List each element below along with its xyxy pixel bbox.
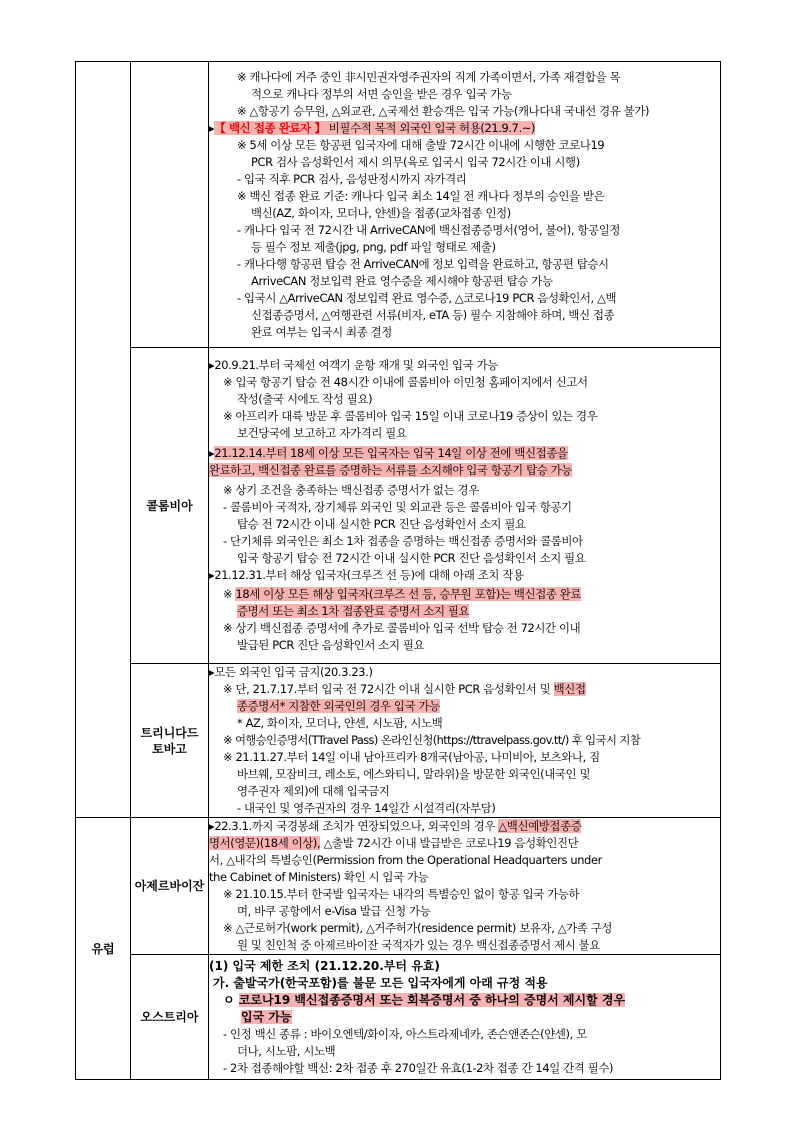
highlighted-text: 종증명서* 지참한 외국인의 경우 입국 가능 (237, 699, 440, 713)
sub-line: - 입국시 △ArriveCAN 정보입력 완료 영수증, △코로나19 PCR 음성확인서, △백 (237, 290, 617, 305)
note-line (209, 603, 720, 620)
content-cell-trinidad-tobago (209, 664, 721, 818)
sub-line: - 입국 직후 PCR 검사, 음성판정시까지 자가격리 (237, 171, 467, 186)
country-cell-trinidad-tobago: 트리니다드 토바고 (131, 664, 209, 818)
sub-line: - 2차 접종해야할 백신: 2차 접종 후 270일간 유효(1-2차 접종 간 14일 간격 필수) (223, 1060, 614, 1075)
content-cell-azerbaijan (209, 818, 721, 955)
bullet-line: the Cabinet of Ministers) 확인 시 입국 가능 (209, 870, 429, 884)
sub-line: - 콜롬비아 국적자, 장기체류 외국인 및 외교관 등은 콜롬비아 입국 항공기 (223, 500, 572, 514)
note-line: ※ △근로허가(work permit), △거주허가(residence permit) 보유자, △가족 구성 (223, 921, 613, 935)
sub-line: - 캐나다 입국 전 72시간 내 ArriveCAN에 백신접종증명서(영어, 불어), 항공일정 (237, 222, 621, 237)
bullet-line: ▸21.12.14.부터 18세 이상 모든 입국자는 입국 14일 이상 전에 백신접종을 (209, 446, 568, 460)
bullet-line: ▸22.3.1.까지 국경봉쇄 조치가 연장되었으나, 외국인의 경우 △백신예방접종증 (209, 819, 582, 833)
section-heading: (1) 입국 제한 조치 (21.12.20.부터 유효) (209, 958, 440, 973)
sub-line: 완료 여부는 입국시 최종 결정 (251, 324, 392, 339)
table-row-austria (76, 955, 721, 1080)
content-cell-austria (209, 955, 721, 1080)
vaccinated-tag: 【 백신 접종 완료자 】 (214, 120, 326, 135)
note-line: ※ 18세 이상 모든 해상 입국자(크루즈 선 등, 승무원 포함)는 백신접종 완료 (223, 587, 582, 601)
sub-line: 탑승 전 72시간 이내 실시한 PCR 진단 음성확인서 소지 필요 (237, 517, 526, 531)
highlighted-text: 18세 이상 모든 해상 입국자(크루즈 선 등, 승무원 포함)는 백신접종 완료 (235, 587, 582, 601)
bullet-line (209, 462, 720, 479)
sub-line: 입국 항공기 탑승 전 72시간 이내 실시한 PCR 진단 음성확인서 소지 필요 (237, 551, 586, 565)
region-cell-americas (76, 62, 131, 818)
note-line: ※ 여행승인증명서(TTravel Pass) 온라인신청(https://ttravelpass.gov.tt/) 후 입국시 지참 (223, 733, 641, 747)
bullet-text: 비필수적 목적 외국인 입국 허용(21.9.7.~) (328, 120, 536, 135)
highlighted-text: 21.12.14.부터 18세 이상 모든 입국자는 입국 14일 이상 전에 백신접종을 (214, 446, 568, 460)
bullet-line: 서, △내각의 특별승인(Permission from the Operational Headquarters under (209, 853, 602, 867)
sub-line: - 단기체류 외국인은 최소 1차 접종을 증명하는 백신접종 증명서와 콜롬비아 (223, 534, 583, 548)
highlighted-heading: ㅇ 코로나19 백신접종증명서 또는 회복증명서 중 하나의 증명서 제시할 경우 (223, 992, 626, 1007)
highlighted-heading: 입국 가능 (241, 1009, 292, 1024)
country-cell-colombia: 콜롬비아 (131, 348, 209, 664)
bullet-marker: ▸ (209, 120, 215, 135)
bullet-line: 명서(영문)(18세 이상), △출발 72시간 이내 발급받은 코로나19 음성확인진단 (209, 836, 579, 850)
country-cell-canada (131, 62, 209, 348)
note-line: 백신(AZ, 화이자, 모더나, 얀센)을 접종(교차접종 인정) (251, 205, 511, 220)
note-line: ※ 상기 조건을 충족하는 백신접종 증명서가 없는 경우 (223, 483, 479, 497)
country-cell-austria: 오스트리아 (131, 955, 209, 1080)
note-line: 보건당국에 보고하고 자가격리 필요 (237, 426, 407, 440)
bullet-line: ▸모든 외국인 입국 금지(20.3.23.) (209, 665, 373, 679)
note-line (209, 698, 720, 715)
note-line: ※ 단, 21.7.17.부터 입국 전 72시간 이내 실시한 PCR 음성확인서 및 백신접 (223, 682, 586, 696)
highlighted-text: 완료하고, 백신접종 완료를 증명하는 서류를 소지해야 입국 항공기 탑승 가능 (209, 463, 572, 477)
sub-line: 신접종증명서, △여행관련 서류(비자, eTA 등) 필수 지참해야 하며, 백신 접종 (251, 307, 615, 322)
note-line: ※ 입국 항공기 탑승 전 48시간 이내에 콜롬비아 이민청 홈페이지에서 신고서 (223, 375, 588, 389)
note-line: ※ △항공기 승무원, △외교관, △국제선 환승객은 입국 가능(캐나다내 국내선 경유 불가) (237, 103, 650, 118)
note-line: ※ 백신 접종 완료 기준: 캐나다 입국 최소 14일 전 캐나다 정부의 승인을 받은 (237, 188, 605, 203)
table-row-canada (76, 62, 721, 348)
highlighted-text: 증명서 또는 최소 1차 접종완료 증명서 소지 필요 (237, 604, 470, 618)
note-line: 적으로 캐나다 정부의 서면 승인을 받은 경우 입국 가능 (251, 86, 512, 101)
note-line: 며, 바쿠 공항에서 e-Visa 발급 신청 가능 (237, 904, 431, 918)
entry-restrictions-table (75, 61, 721, 1080)
note-line: ※ 21.10.15.부터 한국발 입국자는 내각의 특별승인 없이 항공 입국 가능하 (223, 887, 580, 901)
note-line: ※ 상기 백신접종 증명서에 추가로 콜롬비아 입국 선박 탑승 전 72시간 이내 (223, 621, 581, 635)
highlighted-text: 명서(영문)(18세 이상), (209, 836, 321, 850)
sub-line: - 캐나다행 항공편 탑승 전 ArriveCAN에 정보 입력을 완료하고, 항공편 탑승시 (237, 256, 609, 271)
region-cell-europe: 유럽 (76, 818, 131, 1080)
bullet-line: ▸21.12.31.부터 해상 입국자(크루즈 선 등)에 대해 아래 조치 작용 (209, 568, 524, 582)
highlighted-text: 백신접 (553, 682, 586, 696)
sub-line: 등 필수 정보 제출(jpg, png, pdf 파일 형태로 제출) (251, 239, 496, 254)
bullet-line: ▸20.9.21.부터 국제선 여객기 운항 재개 및 외국인 입국 가능 (209, 358, 498, 372)
note-line: 바브웨, 모잠비크, 레소토, 에스와티니, 말라위)을 방문한 외국인(내국인 및 (237, 767, 591, 781)
country-cell-azerbaijan: 아제르바이잔 (131, 818, 209, 955)
note-line: ※ 캐나다에 거주 중인 非시민권자영주권자의 직계 가족이면서, 가족 재결합을 목 (237, 69, 621, 84)
sub-line: 더나, 시노팜, 시노백 (237, 1043, 336, 1058)
bullet-line (209, 120, 720, 137)
note-line: ※ 21.11.27.부터 14일 이내 남아프리카 8개국(남아공, 나미비아, 보츠와나, 짐 (223, 750, 600, 764)
footnote-line: * AZ, 화이자, 모더나, 얀센, 시노팜, 시노백 (237, 716, 443, 730)
note-line: ※ 아프리카 대륙 방문 후 콜롬비아 입국 15일 이내 코로나19 증상이 있는 경우 (223, 409, 598, 423)
note-line: 작성(출국 시에도 작성 필요) (237, 392, 373, 406)
note-line: PCR 검사 음성확인서 제시 의무(육로 입국시 입국 72시간 이내 시행) (251, 154, 580, 169)
table-row-colombia (76, 348, 721, 664)
content-cell-canada (209, 62, 721, 348)
sub-line: - 내국인 및 영주권자의 경우 14일간 시설격리(자부담) (237, 801, 496, 815)
content-cell-colombia (209, 348, 721, 664)
section-subheading: 가. 출발국가(한국포함)를 불문 모든 입국자에게 아래 규정 적용 (213, 975, 548, 990)
sub-line: - 인정 백신 종류 : 바이오엔텍/화이자, 아스트라제네카, 존슨앤존슨(얀센), 모 (223, 1026, 587, 1041)
note-line: ※ 5세 이상 모든 항공편 입국자에 대해 출발 72시간 이내에 시행한 코로나19 (237, 137, 605, 152)
highlighted-text: △백신예방접종증 (498, 819, 582, 833)
sub-line: ArriveCAN 정보입력 완료 영수증을 제시해야 항공편 탑승 가능 (251, 273, 553, 288)
note-line: 발급된 PCR 진단 음성확인서 소지 필요 (237, 638, 425, 652)
note-line: 원 및 친인척 중 아제르바이잔 국적자가 있는 경우 백신접종증명서 제시 불요 (237, 938, 600, 952)
note-line: 영주권자 제외)에 대해 입국금지 (237, 784, 390, 798)
table-row-trinidad-tobago (76, 664, 721, 818)
table-row-azerbaijan (76, 818, 721, 955)
